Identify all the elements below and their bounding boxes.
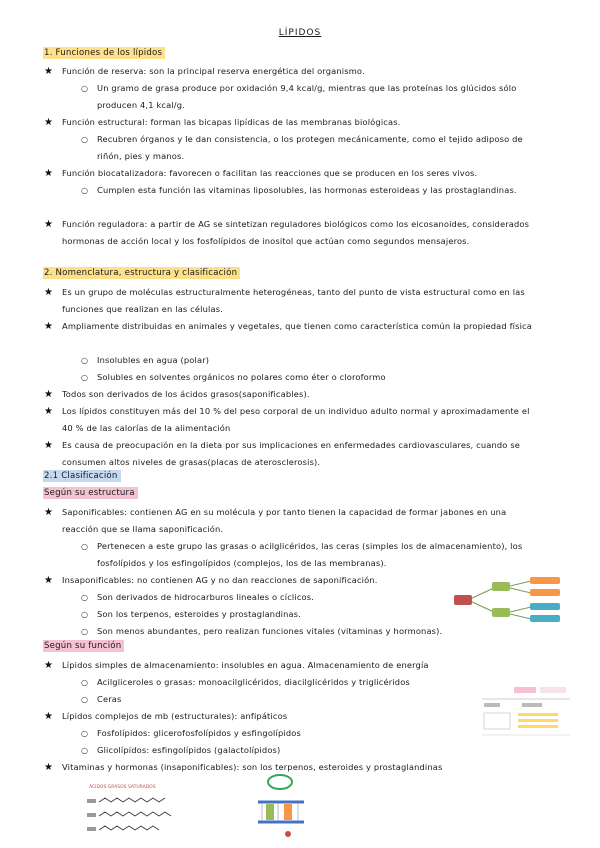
star-bullet-icon: ★ (44, 762, 54, 773)
bullet-peso-corporal: ★ Los lípidos constituyen más del 10 % del peso corporal de un individuo adulto normal y aproximadamente el 40 % de las calorías de la alimentación (62, 403, 542, 437)
star-bullet-icon: ★ (44, 219, 54, 230)
star-bullet-icon: ★ (44, 321, 54, 332)
star-bullet-icon: ★ (44, 575, 54, 586)
heading-segun-funcion: Según su función (43, 640, 124, 652)
classification-table-image (478, 685, 574, 741)
bullet-funcion-estructural: ★ Función estructural: forman las bicapas lipídicas de las membranas biológicas. (62, 114, 542, 131)
bullet-lipidos-simples: ★ Lípidos simples de almacenamiento: insolubles en agua. Almacenamiento de energía (62, 657, 542, 674)
bullet-funcion-reguladora: ★ Función reguladora: a partir de AG se sintetizan reguladores biológicos como los eicosanoides, considerados hormonas de acción local y los fosfolípidos de inositol que actúan como segundos mensajeros. (62, 216, 542, 250)
circle-bullet-icon: ○ (81, 746, 89, 755)
sub-bullet-acilgliceroles: ○ Acilgliceroles o grasas: monoacilglicéridos, diacilglicéridos y triglicéridos (97, 674, 477, 691)
sub-bullet-menos-abundantes: ○ Son menos abundantes, pero realizan funciones vitales (vitaminas y hormonas). (97, 623, 547, 640)
sub-bullet-terpenos: ○ Son los terpenos, esteroides y prostaglandinas. (97, 606, 427, 623)
bullet-funcion-biocatalizadora: ★ Función biocatalizadora: favorecen o facilitan las reacciones que se producen en los seres vivos. (62, 165, 542, 182)
fatty-acids-image (85, 780, 210, 842)
sub-bullet-derivados-hidrocarburos: ○ Son derivados de hidrocarburos lineales o cíclicos. (97, 589, 427, 606)
bullet-grupo-moleculas: ★ Es un grupo de moléculas estructuralmente heterogéneas, tanto del punto de vista estructural como en las funciones que realizan en las células. (62, 284, 542, 318)
star-bullet-icon: ★ (44, 117, 54, 128)
bullet-vitaminas-hormonas: ★ Vitaminas y hormonas (insaponificables): son los terpenos, esteroides y prostaglandinas (62, 759, 562, 776)
star-bullet-icon: ★ (44, 406, 54, 417)
sub-bullet-insolubles: ○ Insolubles en agua (polar) (97, 352, 547, 369)
star-bullet-icon: ★ (44, 168, 54, 179)
circle-bullet-icon: ○ (81, 542, 89, 551)
sub-bullet-glicolipidos: ○ Glicolípidos: esfingolípidos (galactolípidos) (97, 742, 427, 759)
circle-bullet-icon: ○ (81, 356, 89, 365)
circle-bullet-icon: ○ (81, 135, 89, 144)
star-bullet-icon: ★ (44, 507, 54, 518)
heading-segun-estructura: Según su estructura (43, 487, 138, 499)
bullet-saponificables: ★ Saponificables: contienen AG en su molécula y por tanto tienen la capacidad de formar jabones en una reacción que se llama saponificación. (62, 504, 542, 538)
heading-funciones: 1. Funciones de los lípidos (43, 47, 165, 59)
classification-mindmap-image (446, 575, 566, 625)
bullet-derivados: ★ Todos son derivados de los ácidos grasos(saponificables). (62, 386, 542, 403)
circle-bullet-icon: ○ (81, 373, 89, 382)
sub-bullet-solubles: ○ Solubles en solventes orgánicos no polares como éter o cloroformo (97, 369, 547, 386)
bullet-preocupacion: ★ Es causa de preocupación en la dieta por sus implicaciones en enfermedades cardiovasculares, cuando se consumen altos niveles de grasas(placas de aterosclerosis). (62, 437, 542, 471)
bullet-lipidos-complejos: ★ Lípidos complejos de mb (estructurales): anfipáticos (62, 708, 442, 725)
star-bullet-icon: ★ (44, 660, 54, 671)
bullet-funcion-reserva: ★ Función de reserva: son la principal reserva energética del organismo. (62, 63, 542, 80)
star-bullet-icon: ★ (44, 389, 54, 400)
bullet-insaponificables: ★ Insaponificables: no contienen AG y no dan reacciones de saponificación. (62, 572, 442, 589)
page-title: LÍPIDOS (278, 28, 322, 38)
circle-bullet-icon: ○ (81, 610, 89, 619)
sub-bullet-recubren: ○ Recubren órganos y le dan consistencia, o los protegen mecánicamente, como el tejido adiposo de riñón, pies y manos. (97, 131, 547, 165)
circle-bullet-icon: ○ (81, 84, 89, 93)
circle-bullet-icon: ○ (81, 627, 89, 636)
circle-bullet-icon: ○ (81, 729, 89, 738)
sub-bullet-ceras: ○ Ceras (97, 691, 397, 708)
sub-bullet-kcal: ○ Un gramo de grasa produce por oxidación 9,4 kcal/g, mientras que las proteínas los glúcidos sólo producen 4,1 kcal/g. (97, 80, 547, 114)
sub-bullet-vitaminas: ○ Cumplen esta función las vitaminas liposolubles, las hormonas esteroideas y las prostaglandinas. (97, 182, 547, 199)
circle-bullet-icon: ○ (81, 695, 89, 704)
lipid-membrane-image (248, 772, 310, 844)
heading-clasificacion: 2.1 Clasificación (43, 470, 121, 482)
star-bullet-icon: ★ (44, 440, 54, 451)
fatty-acids-caption: ÁCIDOS GRASOS SATURADOS (89, 785, 156, 790)
circle-bullet-icon: ○ (81, 186, 89, 195)
star-bullet-icon: ★ (44, 287, 54, 298)
sub-bullet-fosfolipidos: ○ Fosfolípidos: glicerofosfolípidos y esfingolípidos (97, 725, 427, 742)
star-bullet-icon: ★ (44, 711, 54, 722)
circle-bullet-icon: ○ (81, 593, 89, 602)
star-bullet-icon: ★ (44, 66, 54, 77)
circle-bullet-icon: ○ (81, 678, 89, 687)
sub-bullet-pertenecen: ○ Pertenecen a este grupo las grasas o acilglicéridos, las ceras (simples los de almacenamiento), los fosfolípidos y los esfingolípidos (complejos, los de las membranas). (97, 538, 547, 572)
heading-nomenclatura: 2. Nomenclatura, estructura y clasificación (43, 267, 240, 279)
bullet-distribuidas: ★ Ampliamente distribuidas en animales y vegetales, que tienen como característica común la propiedad física (62, 318, 542, 335)
